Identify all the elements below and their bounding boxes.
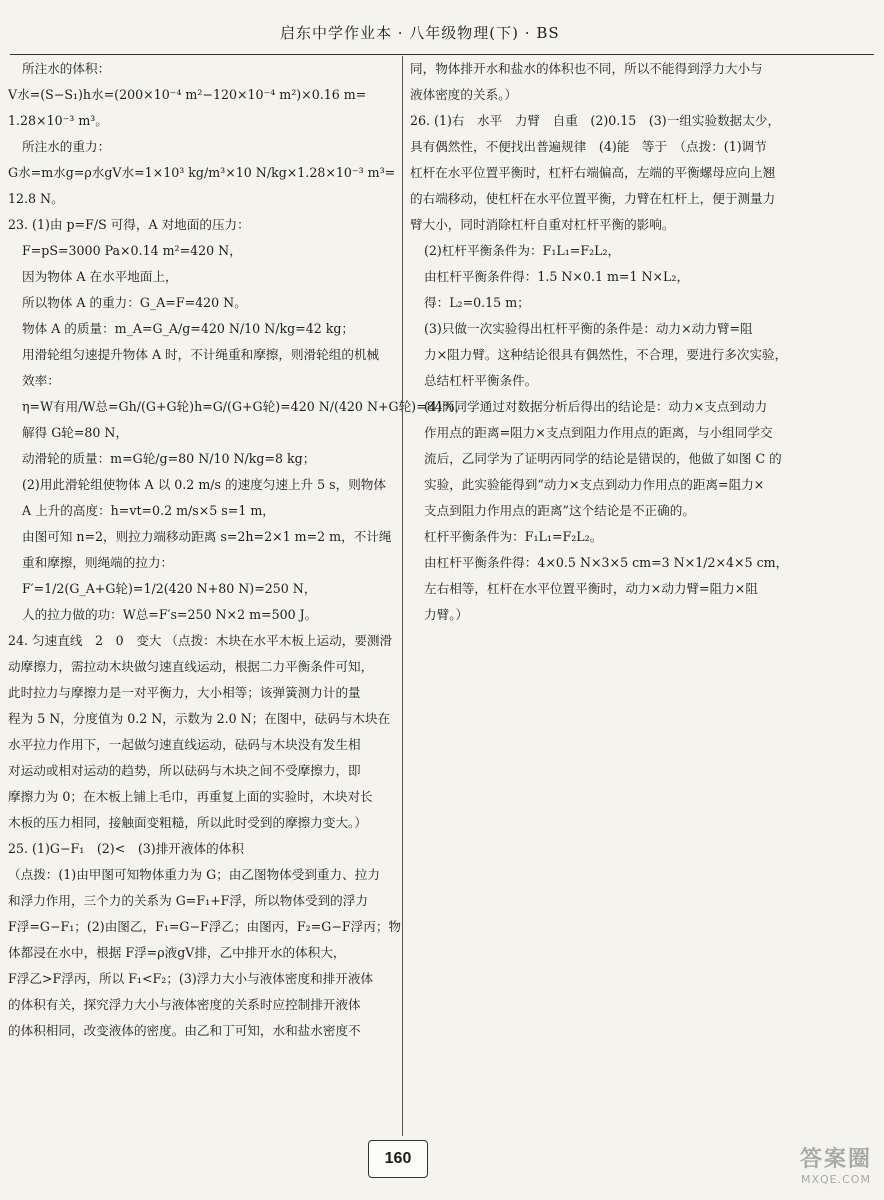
text-line: 具有偶然性，不便找出普遍规律 (4)能 等于 （点拨：(1)调节 (410, 139, 767, 154)
text-line: 实验，此实验能得到“动力×支点到动力作用点的距离=阻力× (424, 477, 765, 492)
text-line: 解得 G轮=80 N， (22, 425, 129, 440)
text-line: 水平拉力作用下，一起做匀速直线运动，砝码与木块没有发生相 (8, 737, 361, 752)
text-line: 所注水的重力： (22, 139, 111, 154)
text-line: 1.28×10⁻³ m³。 (8, 113, 108, 128)
page-number: 160 (368, 1140, 428, 1178)
page-footer (0, 1132, 884, 1192)
text-line: F浮=G−F₁；(2)由图乙，F₁=G−F浮乙；由图丙，F₂=G−F浮丙；物 (8, 919, 402, 934)
text-line: 12.8 N。 (8, 191, 64, 206)
text-line: A 上升的高度：h=vt=0.2 m/s×5 s=1 m， (22, 503, 275, 518)
watermark-logo-text: 答案圈 (799, 1147, 872, 1172)
column-divider (402, 56, 403, 1136)
book-title: 启东中学作业本 · 八年级物理(下) · BS (280, 24, 560, 42)
text-line: 杠杆在水平位置平衡时，杠杆右端偏高，左端的平衡螺母应向上翘 (410, 165, 776, 180)
text-line: 物体 A 的质量：m_A=G_A/g=420 N/10 N/kg=42 kg； (22, 321, 355, 336)
text-line: 由图可知 n=2，则拉力端移动距离 s=2h=2×1 m=2 m，不计绳 (22, 529, 392, 544)
text-line: 力臂。） (424, 607, 469, 622)
text-line: 的体积有关，探究浮力大小与液体密度的关系时应控制排开液体 (8, 997, 361, 1012)
site-watermark (800, 1142, 872, 1186)
text-line: 所以物体 A 的重力：G_A=F=420 N。 (22, 295, 247, 310)
text-line: 得：L₂=0.15 m； (424, 295, 530, 310)
text-line: 25. (1)G−F₁ (2)< (3)排开液体的体积 (8, 841, 244, 856)
text-line: 左右相等，杠杆在水平位置平衡时，动力×动力臂=阻力×阻 (424, 581, 758, 596)
text-line: F=pS=3000 Pa×0.14 m²=420 N， (22, 243, 242, 258)
text-line: F浮乙>F浮丙，所以 F₁<F₂；(3)浮力大小与液体密度和排开液体 (8, 971, 374, 986)
text-line: 所注水的体积： (22, 61, 111, 76)
right-column (410, 56, 874, 628)
text-line: (4)丙同学通过对数据分析后得出的结论是：动力×支点到动力 (424, 399, 768, 414)
text-line: 流后，乙同学为了证明丙同学的结论是错误的，他做了如图 C 的 (424, 451, 782, 466)
text-line: V水=(S−S₁)h水=(200×10⁻⁴ m²−120×10⁻⁴ m²)×0.16 m= (8, 87, 367, 102)
text-line: 木板的压力相同，接触面变粗糙，所以此时受到的摩擦力变大。） (8, 815, 367, 830)
text-line: G水=m水g=ρ水gV水=1×10³ kg/m³×10 N/kg×1.28×10⁻³ m³= (8, 165, 396, 180)
text-line: (3)只做一次实验得出杠杆平衡的条件是：动力×动力臂=阻 (424, 321, 753, 336)
text-line: 人的拉力做的功：W总=F′s=250 N×2 m=500 J。 (22, 607, 318, 622)
text-line: 和浮力作用，三个力的关系为 G=F₁+F浮，所以物体受到的浮力 (8, 893, 368, 908)
text-line: （点拨：(1)由甲图可知物体重力为 G；由乙图物体受到重力、拉力 (8, 867, 380, 882)
watermark-url: MXQE.COM (801, 1173, 871, 1186)
text-line: 重和摩擦，则绳端的拉力： (22, 555, 174, 570)
text-line: η=W有用/W总=Gh/(G+G轮)h=G/(G+G轮)=420 N/(420 N+G轮)=84%， (22, 399, 468, 414)
text-line: 由杠杆平衡条件得：4×0.5 N×3×5 cm=3 N×1/2×4×5 cm， (424, 555, 789, 570)
text-line: 总结杠杆平衡条件。 (424, 373, 538, 388)
text-line: 26. (1)右 水平 力臂 自重 (2)0.15 (3)一组实验数据太少， (410, 113, 781, 128)
text-line: 由杠杆平衡条件得：1.5 N×0.1 m=1 N×L₂， (424, 269, 690, 284)
text-line: 动摩擦力，需拉动木块做匀速直线运动，根据二力平衡条件可知， (8, 659, 374, 674)
text-line: 的右端移动，使杠杆在水平位置平衡，力臂在杠杆上，便于测量力 (410, 191, 776, 206)
page-header (0, 14, 884, 54)
text-line: 体都浸在水中，根据 F浮=ρ液gV排，乙中排开水的体积大， (8, 945, 346, 960)
text-line: 24. 匀速直线 2 0 变大 （点拨：木块在水平木板上运动，要测滑 (8, 633, 393, 648)
text-line: 此时拉力与摩擦力是一对平衡力，大小相等；该弹簧测力计的量 (8, 685, 361, 700)
text-line: 动滑轮的质量：m=G轮/g=80 N/10 N/kg=8 kg； (22, 451, 316, 466)
text-line: 作用点的距离=阻力×支点到阻力作用点的距离，与小组同学交 (424, 425, 773, 440)
text-line: 用滑轮组匀速提升物体 A 时，不计绳重和摩擦，则滑轮组的机械 (22, 347, 380, 362)
text-line: 液体密度的关系。） (410, 87, 518, 102)
header-rule (10, 54, 874, 55)
text-line: 对运动或相对运动的趋势，所以砝码与木块之间不受摩擦力，即 (8, 763, 361, 778)
text-line: 程为 5 N，分度值为 0.2 N，示数为 2.0 N；在图中，砝码与木块在 (8, 711, 391, 726)
text-line: (2)杠杆平衡条件为：F₁L₁=F₂L₂， (424, 243, 621, 258)
text-line: 支点到阻力作用点的距离”这个结论是不正确的。 (424, 503, 695, 518)
text-line: 效率： (22, 373, 60, 388)
text-line: 力×阻力臂。这种结论很具有偶然性，不合理，要进行多次实验， (424, 347, 788, 362)
text-line: 杠杆平衡条件为：F₁L₁=F₂L₂。 (424, 529, 603, 544)
text-line: 因为物体 A 在水平地面上， (22, 269, 178, 284)
text-line: (2)用此滑轮组使物体 A 以 0.2 m/s 的速度匀速上升 5 s，则物体 (22, 477, 386, 492)
text-line: F′=1/2(G_A+G轮)=1/2(420 N+80 N)=250 N， (22, 581, 317, 596)
text-line: 23. (1)由 p=F/S 可得，A 对地面的压力： (8, 217, 250, 232)
text-line: 摩擦力为 0；在木板上铺上毛巾，再重复上面的实验时，木块对长 (8, 789, 373, 804)
text-line: 的体积相同，改变液体的密度。由乙和丁可知，水和盐水密度不 (8, 1023, 361, 1038)
text-line: 臂大小，同时消除杠杆自重对杠杆平衡的影响。 (410, 217, 675, 232)
text-line: 同，物体排开水和盐水的体积也不同，所以不能得到浮力大小与 (410, 61, 763, 76)
